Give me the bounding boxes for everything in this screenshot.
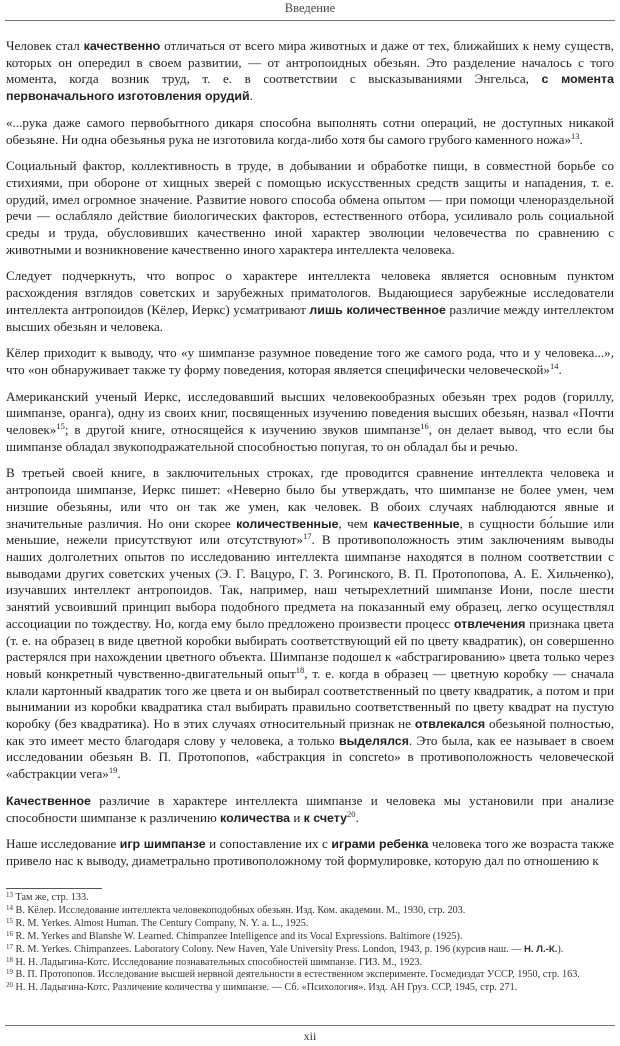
chapter-title: Введение bbox=[284, 1, 336, 15]
footnote-ref[interactable]: 18 bbox=[295, 664, 305, 675]
paragraph-3: Социальный фактор, коллективность в труде, в добывании и обработке пищи, в совместной борьбе со стихиями, при обороне от хищных зверей с помощью искусственных средств защиты и нападения, т. е. орудий, имел огромное значение. Развитие нового способа обмена опытом — при помощи членораздельной речи — ослабляло действие биологических факторов, естественного отбора, усиливало роль социальной среды и труда, обусловивших качественно иной характер эволюции человечества по сравнению с животными и возникновение качественно иного характера интеллекта человека. bbox=[6, 158, 614, 257]
paragraph-8: Качественное различие в характере интеллекта шимпанзе и человека мы установили при анализе способности шимпанзе к различению количества и к счету$^{20}$. bbox=[6, 792, 614, 825]
footnote-ref[interactable]: 20 bbox=[347, 808, 356, 819]
footnote: $^{16}$ R. M. Yerkes and Blanshe W. Learned. Chimpanzee Intelligence and its Vocal Expressions. Baltimore (1925). bbox=[6, 930, 463, 942]
paragraph-5: Кёлер приходит к выводу, что «у шимпанзе разумное поведение того же самого рода, что и у человека...», что «он обнаруживает также ту форму поведения, которая является специфически человеческой»$^{14}$. bbox=[6, 345, 614, 377]
main-text bbox=[6, 38, 614, 880]
paragraph-7: В третьей своей книге, в заключительных строках, где проводится сравнение интеллекта человека и антропоида шимпанзе, Иеркс пишет: «Неверно было бы утверждать, что шимпанзе не более умен, чем низшие обезьяны, или что он так же умен, как человек. В обоих случаях наблюдаются явные и значительные различия. Но они скорее количественные, чем качественные, в сущности бо́льшие или меньшие, нежели присутствуют или отсутствуют»$^{17}$. В противоположность этим заключениям выводы наших долголетних опытов по исследованию интеллекта шимпанзе находятся в полном соответствии с выводами других советских ученых (Э. Г. Вацуро, Г. З. Рогинского, В. П. Протопопова, А. Е. Хильченко), изучавших интеллект антропоидов. Так, например, наш четырехлетний шимпанзе Иони, после шести занятий усвоивший принцип выбора подобного предмета на показанный ему образец, легко осуществлял ассоциации по тождеству. Но, когда ему было предложено произвести процесс отвлечения признака цвета (т. е. на образец в виде цветной коробки выбирать соответствующий ей по цвету квадратик), он совершенно растерялся при нахождении цветного объекта. Шимпанзе подошел к «абстрагированию» цвета только через новый конкретный чувственно-двигательный опыт$^{18}$, т. е. когда в образец — цветную коробку — сначала клали картонный квадратик того же цвета и он выбирал соответственный по цвету квадратик, а потом и при вынимании из коробки квадратика стал выбирать правильно соответственный по цвету квадрат на пустую коробку (без квадратика). Но в этих случаях относительный признак не отвлекался обезьяной полностью, как это имеет место благодаря слову у человека, а только выделялся. Это была, как ее называет в своем исследовании обезьян В. П. Протопопов, «абстракция in concreto» в противоположность человеческой «абстракции vera»$^{19}$. bbox=[6, 465, 614, 782]
footnote-ref[interactable]: 13 bbox=[571, 130, 580, 141]
footer-divider bbox=[5, 1025, 615, 1026]
running-header bbox=[5, 0, 615, 21]
footnote: $^{18}$ Н. Н. Ладыгина-Котс. Исследование познавательных способностей шимпанзе. ГИЗ. М., 1923. bbox=[6, 956, 423, 968]
paragraph-2: «...рука даже самого первобытного дикаря способна выполнять сотни операций, не доступных никакой обезьяне. Ни одна обезьянья рука не изготовила когда-либо хотя бы самого грубого каменного ножа»$^{13}$. bbox=[6, 114, 614, 147]
paragraph-4: Следует подчеркнуть, что вопрос о характере интеллекта человека является основным пунктом расхождения взглядов советских и зарубежных приматологов. Выдающиеся зарубежные исследователи интеллекта антропоидов (Кёлер, Иеркс) усматривают лишь количественное различие между интеллектом высших обезьян и человека. bbox=[6, 268, 614, 334]
footnote: $^{19}$ В. П. Протопопов. Исследование высшей нервной деятельности в естественном эксперименте. Госмедиздат УССР, 1950, стр. 163. bbox=[6, 969, 580, 981]
footnote-ref[interactable]: 14 bbox=[549, 360, 559, 371]
footnote: $^{17}$ R. M. Yerkes. Chimpanzees. Laboratory Colony. New Haven, Yale University Press. London, 1943, p. 196 (курсив наш. — Н. Л.-К.). bbox=[6, 943, 564, 955]
footnote: $^{15}$ R. M. Yerkes. Almost Human. The Century Company, N. Y. a. L., 1925. bbox=[6, 917, 309, 929]
footnote: $^{20}$ Н. Н. Ладыгина-Котс. Различение количества у шимпанзе. — Сб. «Психология». Изд. АН Груз. ССР, 1945, стр. 271. bbox=[6, 982, 518, 994]
paragraph-1: Человек стал качественно отличаться от всего мира животных и даже от тех, ближайших к нему существ, которых он опередил в своем развитии, — от антропоидных обезьян. Это разделение началось с того момента, когда возник труд, т. е. в соответствии с высказываниями Энгельса, с момента первоначального изготовления орудий. bbox=[6, 38, 614, 104]
footnote-ref[interactable]: 17 bbox=[302, 531, 312, 542]
paragraph-6: Американский ученый Иеркс, исследовавший высших человекообразных обезьян трех родов (гориллу, шимпанзе, оранга), одну из своих книг, посвященных изучению поведения высших обезьян, назвал «Почти человек»$^{15}$; в другой книге, относящейся к изучению звуков шимпанзе$^{16}$, он делает вывод, что если бы шимпанзе обладал звукоподражательной способностью попугая, то он обладал бы и речью. bbox=[6, 388, 614, 454]
page-number: xii bbox=[303, 1029, 317, 1043]
footnote-ref[interactable]: 19 bbox=[108, 765, 118, 776]
footnote-divider bbox=[6, 888, 102, 889]
footnote: $^{14}$ В. Кёлер. Исследование интеллекта человекоподобных обезьян. Изд. Ком. академии. М., 1930, стр. 203. bbox=[6, 904, 466, 916]
footnote: $^{13}$ Там же, стр. 133. bbox=[6, 892, 89, 903]
footnotes bbox=[6, 892, 614, 995]
footnote-ref[interactable]: 15 bbox=[56, 421, 65, 432]
footnote-ref[interactable]: 16 bbox=[420, 421, 429, 432]
paragraph-9: Наше исследование игр шимпанзе и сопоставление их с играми ребенка человека того же возраста также привело нас к выводу, диаметрально противоположному той формулировке, которую дал по отношению к bbox=[6, 836, 614, 868]
